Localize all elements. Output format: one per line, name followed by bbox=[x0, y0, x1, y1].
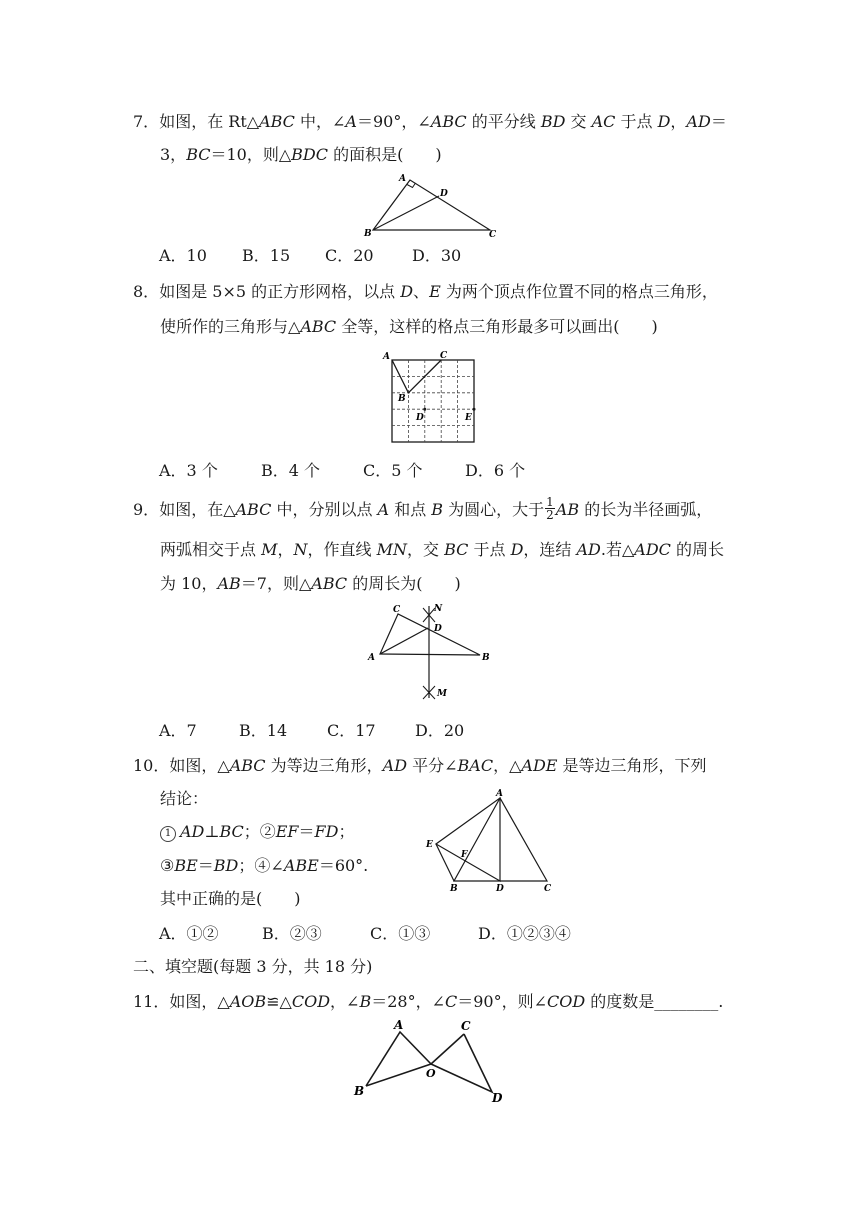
q8-line-1 bbox=[133, 281, 718, 303]
text: ABC bbox=[229, 756, 266, 775]
circled-number-one: 1 bbox=[160, 826, 176, 842]
text: M bbox=[261, 540, 278, 559]
q7-right-angle-mark bbox=[407, 183, 416, 188]
text: 如图，△ bbox=[169, 756, 230, 775]
text: ；④∠ bbox=[238, 856, 284, 875]
q8-point-e bbox=[473, 408, 476, 411]
text: ⊥ bbox=[204, 822, 220, 841]
text: COD bbox=[547, 992, 586, 1011]
text: BC bbox=[219, 822, 244, 841]
q9-options bbox=[159, 720, 464, 742]
q11-label-b: B bbox=[354, 1084, 365, 1098]
section-title bbox=[133, 956, 372, 978]
text: COD bbox=[291, 992, 331, 1011]
text: 平分∠ bbox=[407, 756, 458, 775]
text: ， bbox=[670, 112, 687, 131]
q7-figure bbox=[360, 168, 500, 240]
text: 中，分别以点 bbox=[271, 500, 378, 519]
text: 两弧相交于点 bbox=[160, 540, 262, 559]
text: 于点 bbox=[615, 112, 658, 131]
text: B bbox=[359, 992, 372, 1011]
q7-label-a: A bbox=[399, 174, 406, 184]
text: BDC bbox=[291, 145, 328, 164]
option-c[interactable]: C．20 bbox=[325, 246, 374, 265]
text: ABC bbox=[235, 500, 272, 519]
q9-label-c: C bbox=[393, 605, 401, 615]
option-c[interactable]: C．5 个 bbox=[363, 461, 423, 480]
option-d[interactable]: D．6 个 bbox=[465, 461, 526, 480]
option-b[interactable]: B．14 bbox=[239, 721, 288, 740]
q9-triangle bbox=[380, 614, 480, 655]
text: 如图，在△ bbox=[159, 500, 236, 519]
text: 交 bbox=[565, 112, 592, 131]
text: 是等边三角形，下列 bbox=[557, 756, 707, 775]
text: D bbox=[400, 282, 414, 301]
q10-label-e: E bbox=[426, 840, 433, 850]
q10-statement-2 bbox=[160, 855, 368, 877]
q10-line-1 bbox=[133, 755, 707, 777]
q10-label-c: C bbox=[544, 884, 552, 894]
q10-label-a: A bbox=[496, 789, 503, 799]
q9-line-2 bbox=[160, 539, 724, 561]
text: B bbox=[431, 500, 444, 519]
text: ＝7，则△ bbox=[240, 574, 312, 593]
text: ＝90°，∠ bbox=[356, 112, 431, 131]
q9-line-1 bbox=[133, 495, 713, 523]
text: D bbox=[510, 540, 524, 559]
question-number: 11． bbox=[133, 992, 170, 1011]
option-a[interactable]: A．10 bbox=[159, 246, 207, 265]
q8-options bbox=[159, 460, 525, 482]
option-c[interactable]: C．①③ bbox=[370, 924, 431, 943]
text: 的长为半径画弧， bbox=[579, 500, 713, 519]
q9-label-d: D bbox=[434, 624, 442, 634]
option-a[interactable]: A．3 个 bbox=[159, 461, 218, 480]
q8-line-2 bbox=[160, 316, 658, 338]
question-number: 10． bbox=[133, 756, 170, 775]
q11-figure bbox=[350, 1018, 510, 1106]
text: BD bbox=[213, 856, 239, 875]
text: ABC bbox=[311, 574, 348, 593]
q8-label-a: A bbox=[383, 352, 390, 362]
text: AD bbox=[382, 756, 408, 775]
text: ＝ bbox=[298, 822, 315, 841]
text: .若△ bbox=[600, 540, 635, 559]
q9-label-n: N bbox=[434, 604, 443, 614]
text: ＝ bbox=[710, 112, 727, 131]
text: BE bbox=[174, 856, 198, 875]
text: AB bbox=[217, 574, 241, 593]
q10-label-f: F bbox=[461, 850, 468, 860]
q11-label-c: C bbox=[461, 1019, 471, 1033]
text: ， bbox=[277, 540, 294, 559]
text: ，△ bbox=[493, 756, 522, 775]
text: ，作直线 bbox=[307, 540, 377, 559]
text: C bbox=[445, 992, 458, 1011]
text: 、 bbox=[413, 282, 430, 301]
q11-label-a: A bbox=[394, 1018, 404, 1032]
text: ADE bbox=[521, 756, 558, 775]
text: 和点 bbox=[389, 500, 432, 519]
question-number: 8． bbox=[133, 282, 160, 301]
text: ； bbox=[338, 822, 355, 841]
option-d[interactable]: D．①②③④ bbox=[478, 924, 571, 943]
text: ＝28°，∠ bbox=[371, 992, 445, 1011]
q9-line-3 bbox=[160, 573, 461, 595]
q9-label-b: B bbox=[482, 653, 490, 663]
text: 为两个顶点作位置不同的格点三角形， bbox=[440, 282, 718, 301]
option-d[interactable]: D．30 bbox=[412, 246, 462, 265]
q8-point-d bbox=[423, 408, 426, 411]
q9-label-a: A bbox=[368, 653, 375, 663]
text: ，连结 bbox=[523, 540, 577, 559]
q11-triangle-aob bbox=[366, 1032, 431, 1086]
option-d[interactable]: D．20 bbox=[415, 721, 465, 740]
q11-label-o: O bbox=[426, 1067, 436, 1080]
text: 为等边三角形， bbox=[265, 756, 383, 775]
text: N bbox=[293, 540, 308, 559]
text: AD bbox=[180, 822, 205, 841]
q10-statement-1 bbox=[160, 821, 355, 843]
text: ABC bbox=[300, 317, 337, 336]
fraction-one-half bbox=[545, 496, 555, 521]
q11-line-1 bbox=[133, 991, 723, 1013]
text: AC bbox=[591, 112, 616, 131]
option-a[interactable]: A．7 bbox=[159, 721, 197, 740]
q11-triangle-cod bbox=[431, 1034, 492, 1092]
text: BC bbox=[444, 540, 469, 559]
q8-label-b: B bbox=[398, 394, 406, 404]
text: EF bbox=[275, 822, 299, 841]
text: AB bbox=[555, 500, 580, 519]
text: A bbox=[345, 112, 357, 131]
text: 的周长为( ) bbox=[347, 574, 461, 593]
q8-label-d: D bbox=[416, 413, 424, 423]
text: BD bbox=[540, 112, 566, 131]
q10-options bbox=[159, 923, 571, 945]
text: ③ bbox=[160, 856, 175, 875]
q8-label-c: C bbox=[440, 351, 448, 361]
text: ＝10，则△ bbox=[210, 145, 292, 164]
text: 如图，△ bbox=[169, 992, 230, 1011]
option-b[interactable]: B．②③ bbox=[262, 924, 322, 943]
text: 结论： bbox=[160, 789, 209, 808]
text: 的面积是( ) bbox=[327, 145, 442, 164]
option-a[interactable]: A．①② bbox=[159, 924, 219, 943]
q7-label-d: D bbox=[440, 189, 448, 199]
q10-triangle-ade bbox=[436, 798, 500, 881]
text: ABE bbox=[283, 856, 319, 875]
text: ＝ bbox=[197, 856, 214, 875]
numerator: 1 bbox=[546, 495, 554, 509]
text: E bbox=[429, 282, 441, 301]
question-number: 7． bbox=[133, 112, 160, 131]
text: AD bbox=[576, 540, 601, 559]
text: 3， bbox=[160, 145, 187, 164]
text: BC bbox=[186, 145, 211, 164]
text: 的平分线 bbox=[466, 112, 541, 131]
text: ＝90°，则∠ bbox=[457, 992, 548, 1011]
q7-line-1 bbox=[133, 111, 727, 133]
text: AOB bbox=[229, 992, 267, 1011]
text: AD bbox=[686, 112, 711, 131]
q9-figure bbox=[360, 598, 500, 710]
text: ADC bbox=[634, 540, 671, 559]
text: D bbox=[657, 112, 671, 131]
text: 为圆心，大于 bbox=[443, 500, 545, 519]
option-b[interactable]: B．15 bbox=[242, 246, 291, 265]
q10-label-b: B bbox=[450, 884, 458, 894]
text: FD bbox=[314, 822, 339, 841]
q7-triangle bbox=[373, 180, 490, 230]
text: 于点 bbox=[468, 540, 511, 559]
text: 如图，在 Rt△ bbox=[159, 112, 260, 131]
text: ABC bbox=[259, 112, 295, 131]
denominator: 2 bbox=[546, 508, 554, 522]
text: MN bbox=[376, 540, 407, 559]
text: 全等，这样的格点三角形最多可以画出( ) bbox=[336, 317, 658, 336]
q10-label-d: D bbox=[496, 884, 504, 894]
text: 如图是 5×5 的正方形网格，以点 bbox=[159, 282, 401, 301]
text: ＝60°. bbox=[318, 856, 369, 875]
q8-figure bbox=[378, 348, 478, 444]
text: 中，∠ bbox=[294, 112, 346, 131]
q7-line-2 bbox=[160, 144, 442, 166]
text: ，∠ bbox=[330, 992, 360, 1011]
q10-figure bbox=[420, 790, 560, 894]
q7-label-c: C bbox=[489, 230, 497, 240]
option-c[interactable]: C．17 bbox=[327, 721, 376, 740]
text: 的周长 bbox=[670, 540, 724, 559]
text: 为 10， bbox=[160, 574, 218, 593]
q9-label-m: M bbox=[437, 689, 447, 699]
text: A bbox=[377, 500, 390, 519]
q10-line-5 bbox=[160, 888, 301, 910]
text: ，交 bbox=[406, 540, 445, 559]
option-b[interactable]: B．4 个 bbox=[261, 461, 321, 480]
q11-label-d: D bbox=[492, 1091, 503, 1105]
q7-options bbox=[159, 245, 461, 267]
q7-bisector-bd bbox=[373, 196, 439, 230]
question-number: 9． bbox=[133, 500, 160, 519]
q11-segment-ao-co bbox=[431, 1034, 464, 1064]
text: 二、填空题(每题 3 分，共 18 分) bbox=[133, 957, 373, 976]
q9-segment-ad bbox=[380, 628, 428, 654]
text: ≌△ bbox=[266, 992, 292, 1011]
text: BAC bbox=[457, 756, 494, 775]
q8-label-e: E bbox=[465, 413, 472, 423]
q10-line-2 bbox=[160, 788, 208, 810]
text: ；② bbox=[243, 822, 276, 841]
text: ABC bbox=[430, 112, 467, 131]
text: 其中正确的是( ) bbox=[160, 889, 301, 908]
text: 的度数是________. bbox=[585, 992, 724, 1011]
text: 使所作的三角形与△ bbox=[160, 317, 301, 336]
q7-label-b: B bbox=[364, 229, 372, 239]
